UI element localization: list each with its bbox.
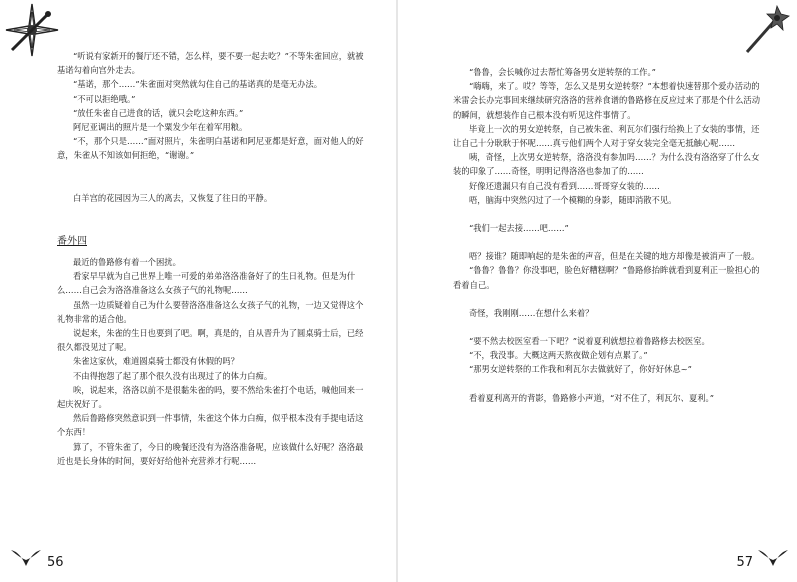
paragraph: 不由得抱怨了起了那个很久没有出现过了的体力白痴。 — [73, 370, 273, 381]
paragraph: “鲁鲁，会长喊你过去帮忙筹备男女逆转祭的工作。” — [469, 67, 656, 77]
paragraph: “放任朱雀自己进食的话，就只会吃这种东西。” — [73, 107, 244, 118]
paragraph: 唔？接谁？随即响起的是朱雀的声音，但是在关键的地方却像是被消声了一般。 — [469, 251, 760, 262]
paragraph: 唉，说起来，洛洛以前不是很黏朱雀的吗，要不然给朱雀打个电话，喊他回来一起庆祝好了。 — [57, 384, 364, 410]
scepter-ornament-icon — [741, 2, 791, 56]
left-page — [0, 0, 398, 582]
paragraph: “基诺，那个……”朱雀面对突然就勾住自己的基诺真的是毫无办法。 — [73, 79, 323, 90]
paragraph: “那男女逆转祭的工作我和利瓦尔去做就好了，你好好休息~” — [469, 364, 692, 375]
paragraph: 朱雀这家伙，难道圆桌骑士都没有休假的吗？ — [73, 356, 239, 367]
paragraph: “不，我没事。大概这两天熬夜做企划有点累了。” — [469, 350, 648, 361]
compass-star-ornament-icon — [4, 2, 60, 58]
paragraph: “要不然去校医室看一下吧？”说着夏利就想拉着鲁路修去校医室。 — [469, 336, 710, 347]
paragraph: 好像还遗漏只有自己没有看到……哥哥穿女装的…… — [469, 180, 660, 191]
paragraph: “不，那个只是……”面对照片，朱雀明白基诺和阿尼亚都是好意，面对他人的好意，朱雀从不知该如何拒绝，“谢谢。” — [57, 136, 364, 161]
paragraph: “鲁鲁？鲁鲁？你没事吧，脸色好糟糕啊？”鲁路修抬眸就看到夏利正一脸担心的看着自己。 — [453, 265, 760, 290]
paragraph: “不可以拒绝哦。” — [73, 93, 136, 104]
page-number: 57 — [736, 555, 753, 570]
page-number: 56 — [47, 555, 64, 570]
paragraph: 白羊宫的花园因为三人的离去，又恢复了往日的平静。 — [73, 192, 273, 203]
right-page-body — [453, 65, 766, 405]
paragraph: 最近的鲁路修有着一个困扰。 — [73, 257, 181, 268]
right-page — [399, 0, 797, 582]
section-title: 番外四 — [57, 235, 87, 247]
paragraph: “听说有家新开的餐厅还不错，怎么样，要不要一起去吃？”不等朱雀回应，就被基诺勾着向宫外走去。 — [57, 51, 364, 76]
paragraph: 咦，奇怪，上次男女逆转祭，洛洛没有参加吗……？为什么没有洛洛穿了什么女装的印象了……奇怪，明明记得洛洛也参加了的…… — [453, 152, 760, 177]
paragraph: 阿尼亚调出的照片是一个粟发少年在着军用粮。 — [73, 122, 248, 133]
paragraph: 看着夏利离开的背影，鲁路修小声道，“对不住了，利瓦尔、夏利。” — [469, 392, 714, 403]
chevron-ornament-icon — [757, 548, 789, 568]
paragraph: 然后鲁路修突然意识到一件事情，朱雀这个体力白痴，似乎根本没有手提电话这个东西！ — [57, 413, 364, 438]
left-page-body — [57, 49, 370, 468]
paragraph: 毕竟上一次的男女逆转祭，自己被朱雀、利瓦尔们强行给换上了女装的事情，还让自己十分耿耿于怀呢……真亏他们两个人对于穿女装完全毫无抵触心呢…… — [453, 123, 760, 149]
paragraph: 奇怪，我刚刚……在想什么来着？ — [469, 307, 594, 318]
paragraph: 看家早早就为自己世界上唯一可爱的弟弟洛洛准备好了的生日礼物。但是为什么……自己会为洛洛准备这么女孩子气的礼物呢…… — [57, 271, 356, 296]
paragraph: 算了，不管朱雀了，今日的晚餐还没有为洛洛准备呢，应该做什么好呢？洛洛最近也是长身体的时间，要好好给他补充营养才行呢…… — [57, 441, 364, 466]
paragraph: 虽然一边质疑着自己为什么要替洛洛准备这么女孩子气的礼物，一边又觉得这个礼物非常的适合他。 — [57, 299, 364, 324]
paragraph: “嗨嗨，来了。哎？等等，怎么又是男女逆转祭？”本想着快速替那个爱办活动的米雷会长办完事回来继续研究洛洛的营养食谱的鲁路修在反应过来了那是个什么活动的瞬间，就想装作自己根本没有听见这件事情了。 — [453, 81, 760, 120]
paragraph: 唔，脑海中突然闪过了一个模糊的身影，随即消散不见。 — [469, 194, 677, 205]
chevron-ornament-icon — [10, 548, 42, 568]
paragraph: 说起来，朱雀的生日也要到了吧。啊，真是的，自从晋升为了圆桌骑士后，已经很久都没见过了呢。 — [57, 328, 364, 353]
paragraph: “我们一起去接……吧……” — [469, 223, 569, 234]
